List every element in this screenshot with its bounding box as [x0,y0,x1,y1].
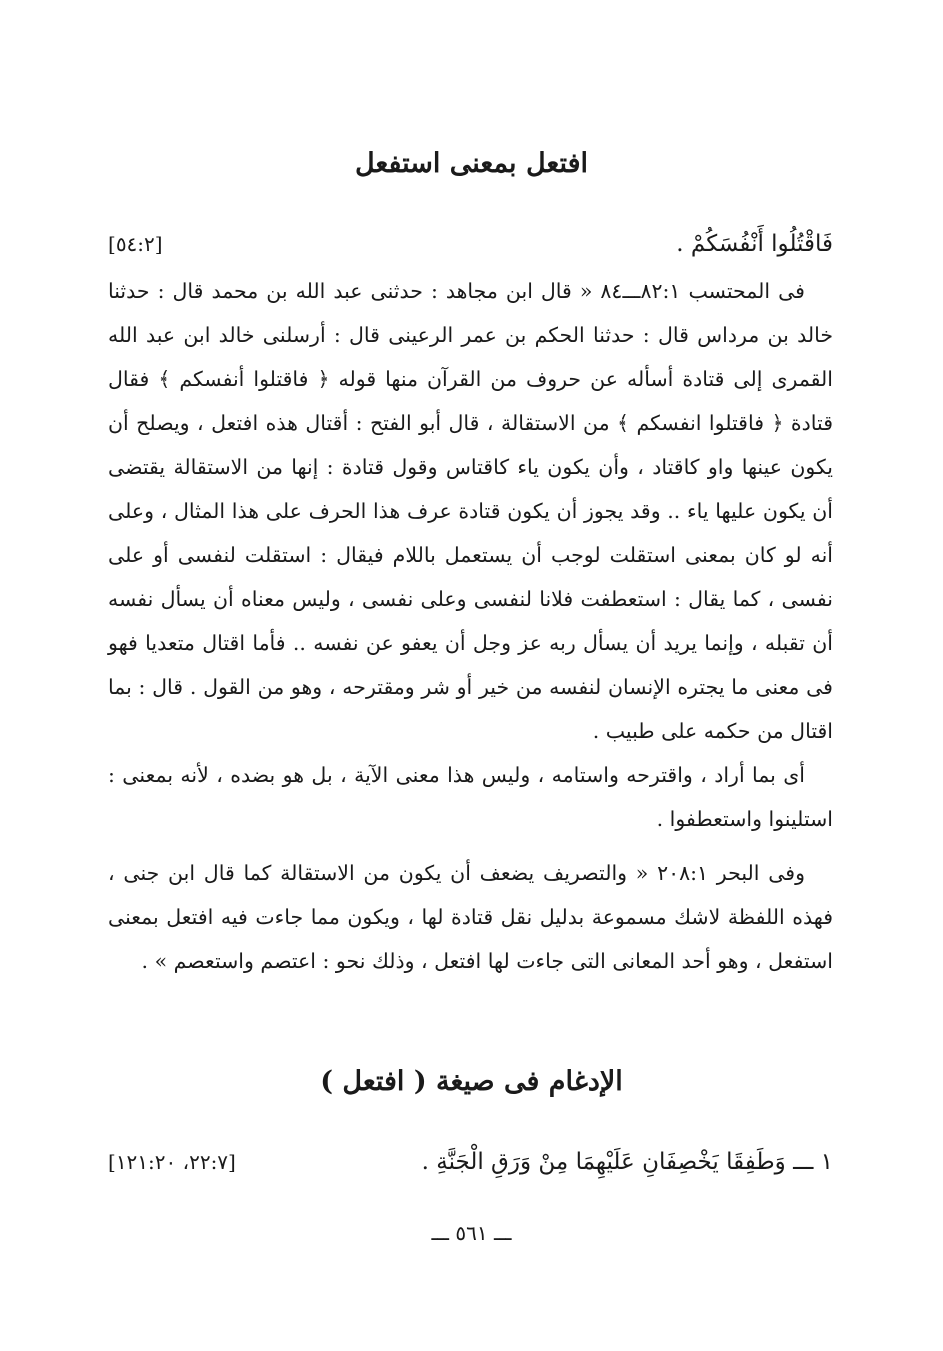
section-heading-idgham: الإدغام فى صيغة ( افتعل ) [320,1066,623,1097]
page-number: ـــ ٥٦١ ـــ [431,1221,512,1245]
verse-reference: [٥٤:٢] [108,232,163,256]
commentary-paragraph-bahr: وفى البحر ٢٠٨:١ « والتصريف يضعف أن يكون من الاستقالة كما قال ابن جنى ، فهذه اللفظة لاشك مسموعة بدليل نقل قتادة لها ، ويكون مما جاءت فيه افتعل بمعنى استفعل ، وهو أحد المعانى التى جاءت لها افتعل ، وذلك نحو : اعتصم واستعصم » . [108,861,833,973]
verse-reference: [٢٢:٧، ١٢١:٢٠] [108,1150,236,1174]
commentary-paragraph-muhtasab: فى المحتسب ٨٢:١ـــ٨٤ « قال ابن مجاهد : حدثنى عبد الله بن محمد قال : حدثنا خالد بن مرداس قال : حدثنا الحكم بن عمر الرعينى قال : أرسلنى خالد ابن عبد الله القمرى إلى قتادة أسأله عن حروف من القرآن منها قوله ﴿ فاقتلوا أنفسكم ﴾ فقال قتادة ﴿ فاقتلوا انفسكم ﴾ من الاستقالة ، قال أبو الفتح : أقتال هذه افتعل ، ويصلح أن يكون عينها واو كاقتاد ، وأن يكون ياء كاقتاس وقول قتادة : إنها من الاستقالة يقتضى أن يكون عليها ياء .. وقد يجوز أن يكون قتادة عرف هذا الحرف على هذا المثال ، وعلى أنه لو كان بمعنى استقلت لوجب أن يستعمل باللام فيقال : استقلت لنفسى أو على نفسى ، كما يقال : استعطفت فلانا لنفسى وعلى نفسى ، وليس معناه أن يسأل نفسه أن تقبله ، وإنما يريد أن يسأل ربه عز وجل أن يعفو عن نفسه .. فأما اقتال متعديا فهو فى معنى ما يجتره الإنسان لنفسه من خير أو شر ومقترحه ، وهو من القول . قال : بما اقتال من حكمه على طبيب . [108,279,833,743]
verse-row [108,1140,833,1184]
section-heading-ifta'al-bimana-istaf'al: افتعل بمعنى استفعل [354,148,589,179]
quran-verse: فَاقْتُلُوا أَنْفُسَكُمْ . [676,231,833,257]
verse-row [108,222,833,266]
quran-verse: ١ ـــ وَطَفِقَا يَخْصِفَانِ عَلَيْهِمَا مِنْ وَرَقِ الْجَنَّةِ . [421,1149,833,1175]
commentary-paragraph-explanation: أى بما أراد ، واقترحه واستامه ، وليس هذا معنى الآية ، بل هو بضده ، لأنه بمعنى : استلينوا واستعطفوا . [108,763,833,831]
commentary-block [108,269,833,841]
commentary-block-bahr [108,851,833,983]
